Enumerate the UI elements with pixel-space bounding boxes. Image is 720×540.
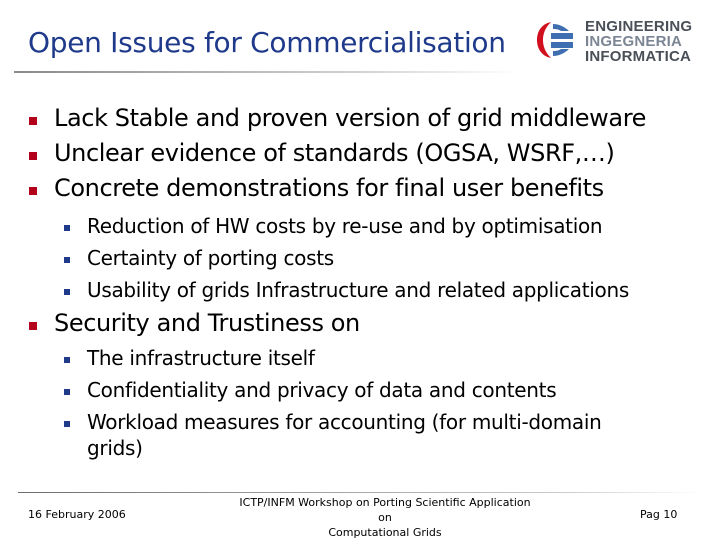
sub-bullet-marker — [64, 389, 70, 395]
bullet-marker — [29, 117, 37, 125]
sub-bullet-item-continuation: grids) — [87, 436, 143, 460]
sub-bullet-item: Reduction of HW costs by re-use and by optimisation — [87, 214, 603, 238]
sub-bullet-marker — [64, 421, 70, 427]
sub-bullet-item: Confidentiality and privacy of data and contents — [87, 378, 557, 402]
bullet-marker — [29, 187, 37, 195]
footer-event-line2: Computational Grids — [328, 526, 442, 539]
sub-bullet-marker — [64, 289, 70, 295]
slide-title: Open Issues for Commercialisation — [28, 26, 506, 59]
bullet-item: Unclear evidence of standards (OGSA, WSRF,…) — [54, 139, 615, 167]
sub-bullet-item: Certainty of porting costs — [87, 246, 334, 270]
sub-bullet-marker — [64, 357, 70, 363]
footer-event — [235, 495, 535, 540]
sub-bullet-marker — [64, 257, 70, 263]
footer-date: 16 February 2006 — [28, 508, 126, 521]
sub-bullet-item: Usability of grids Infrastructure and related applications — [87, 278, 629, 302]
logo-text-line2: INGEGNERIA — [585, 33, 683, 50]
bullet-marker — [29, 322, 37, 330]
sub-bullet-marker — [64, 225, 70, 231]
logo-text-line3: INFORMATICA — [585, 48, 692, 65]
bullet-item: Security and Trustiness on — [54, 309, 360, 337]
title-divider — [14, 71, 520, 73]
footer-event-line1: ICTP/INFM Workshop on Porting Scientific Application on — [239, 496, 531, 524]
sub-bullet-item: Workload measures for accounting (for multi-domain — [87, 410, 602, 434]
footer-divider — [18, 492, 702, 493]
logo-text-line1: ENGINEERING — [585, 18, 693, 35]
bullet-item: Lack Stable and proven version of grid middleware — [54, 104, 647, 132]
bullet-marker — [29, 152, 37, 160]
sub-bullet-item: The infrastructure itself — [87, 346, 315, 370]
bullet-item: Concrete demonstrations for final user benefits — [54, 174, 604, 202]
page-number: Pag 10 — [640, 508, 678, 521]
engineering-logo-icon — [533, 18, 579, 62]
company-logo — [533, 18, 703, 70]
